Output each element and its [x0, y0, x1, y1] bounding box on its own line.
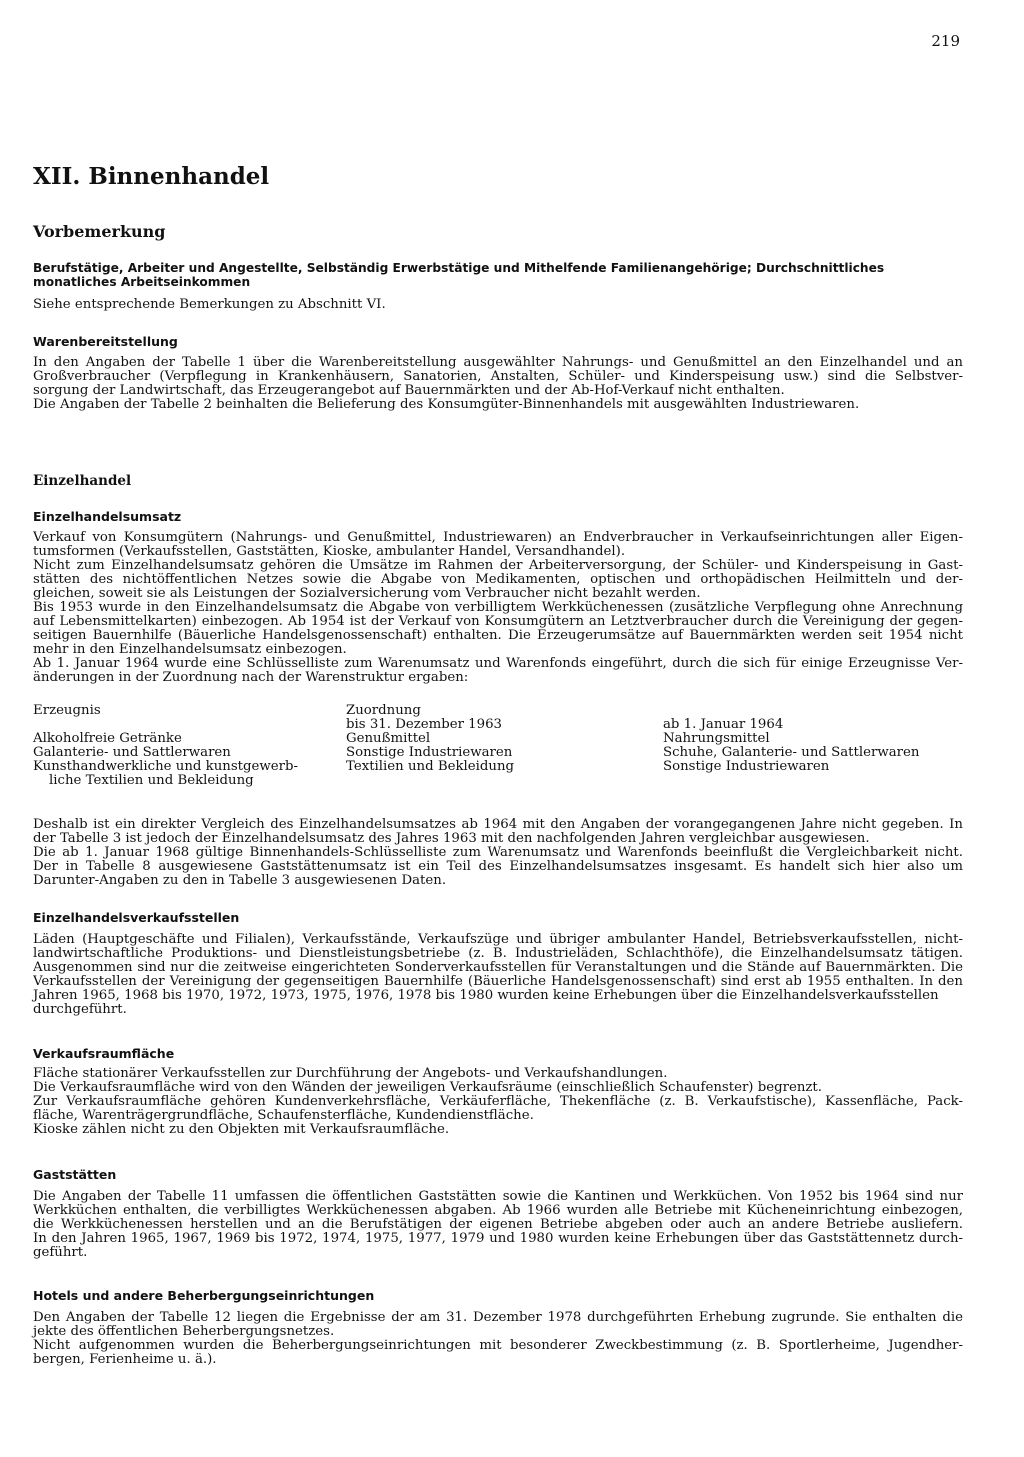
text-line: Verkauf von Konsumgütern (Nahrungs- und Genußmittel, Industriewaren) an Endverbraucher in Verkaufseinrichtungen aller Eigen- [33, 531, 963, 545]
text-line: Ausgenommen sind nur die zeitweise eingerichteten Sonderverkaufsstellen für Veranstaltungen und die Stände auf Bauernmärkten. Die [33, 961, 963, 975]
text-line: stätten des nichtöffentlichen Netzes sowie die Abgabe von Medikamenten, optischen und orthopädischen Heilmitteln und der- [33, 573, 963, 587]
text-line: der Tabelle 3 ist jedoch der Einzelhandelsumsatz des Jahres 1963 mit den nachfolgenden Jahren vergleichbar ausgewiesen. [33, 831, 870, 846]
table-cell: Schuhe, Galanterie- und Sattlerwaren [663, 745, 920, 760]
text-line: Die Angaben der Tabelle 2 beinhalten die Belieferung des Konsumgüter-Binnenhandels mit ausgewählten Industriewaren. [33, 397, 860, 412]
text-line: Die Verkaufsraumfläche wird von den Wänden der jeweiligen Verkaufsräume (einschließlich Schaufenster) begrenzt. [33, 1080, 822, 1095]
text-line: tumsformen (Verkaufsstellen, Gaststätten, Kioske, ambulanter Handel, Versandhandel). [33, 544, 626, 559]
section-title-vorbemerkung: Vorbemerkung [33, 222, 166, 241]
heading-einzelhandelsverkaufsstellen: Einzelhandelsverkaufsstellen [33, 910, 240, 925]
text-line: Nicht aufgenommen wurden die Beherbergungseinrichtungen mit besonderer Zweckbestimmung (z. B. Sportlerheime, Jugendher- [33, 1339, 963, 1353]
table-spacer [33, 718, 298, 732]
text-line: Siehe entsprechende Bemerkungen zu Abschnitt VI. [33, 297, 386, 312]
chapter-title: XII. Binnenhandel [33, 163, 270, 190]
text-line: Werkküchen enthalten, die verbilligtes Werkküchenessen abgaben. Ab 1966 wurden alle Betriebe mit Kücheneinrichtung einbezogen, [33, 1204, 963, 1218]
heading-gaststaetten: Gaststätten [33, 1167, 117, 1182]
paragraph-verkaufsraumflaeche [33, 1067, 963, 1137]
table-cell: Genußmittel [346, 731, 431, 746]
paragraph-hotels [33, 1311, 963, 1367]
text-line: Die ab 1. Januar 1968 gültige Binnenhandels-Schlüsselliste zum Warenumsatz und Warenfonds beeinflußt die Vergleichbarkeit nicht. [33, 846, 963, 860]
text-line: Den Angaben der Tabelle 12 liegen die Ergebnisse der am 31. Dezember 1978 durchgeführten Erhebung zugrunde. Sie enthalten die [33, 1311, 963, 1325]
paragraph-warenbereitstellung [33, 356, 963, 412]
table-column-ab-1964 [663, 718, 919, 774]
page-number: 219 [931, 32, 960, 50]
text-line: änderungen in der Zuordnung nach der Warenstruktur ergaben: [33, 670, 469, 685]
text-line: Darunter-Angaben zu den in Tabelle 3 ausgewiesenen Daten. [33, 873, 447, 888]
table-cell: Kunsthandwerkliche und kunstgewerb- [33, 759, 298, 774]
text-line: Verkaufsstellen der Vereinigung der gegenseitigen Bauernhilfe (Bäuerliche Handelsgenossenschaft) sind erst ab 1955 enthalten. In den [33, 975, 963, 989]
text-line: Zur Verkaufsraumfläche gehören Kundenverkehrsfläche, Verkäuferfläche, Thekenfläche (z. B. Verkaufstische), Kassenfläche, Pack- [33, 1095, 963, 1109]
table-cell: Textilien und Bekleidung [346, 759, 515, 774]
text-line: Fläche stationärer Verkaufsstellen zur Durchführung der Angebots- und Verkaufshandlungen. [33, 1066, 668, 1081]
heading-einzelhandelsumsatz: Einzelhandelsumsatz [33, 509, 182, 524]
table-cell: Sonstige Industriewaren [663, 759, 830, 774]
paragraph-vergleichbarkeit [33, 818, 963, 888]
table-column-bis-1963 [346, 704, 514, 774]
table-cell: Alkoholfreie Getränke [33, 731, 182, 746]
paragraph-einzelhandelsverkaufsstellen [33, 933, 963, 1017]
text-line: In den Jahren 1965, 1967, 1969 bis 1972, 1974, 1975, 1977, 1979 und 1980 wurden keine Erhebungen über das Gaststättennetz durch- [33, 1232, 963, 1246]
text-line: Ab 1. Januar 1964 wurde eine Schlüsselliste zum Warenumsatz und Warenfonds eingeführt, durch die sich für einige Erzeugnisse Ver- [33, 657, 963, 671]
table-cell: Sonstige Industriewaren [346, 745, 513, 760]
table-header-ab-1964: ab 1. Januar 1964 [663, 717, 784, 732]
text-line: Die Angaben der Tabelle 11 umfassen die öffentlichen Gaststätten sowie die Kantinen und Werkküchen. Von 1952 bis 1964 sind nur [33, 1190, 963, 1204]
text-line: die Werkküchenessen herstellen und an die Berufstätigen der eigenen Betriebe abgeben oder auch an andere Betriebe ausliefern. [33, 1218, 963, 1232]
text-line: mehr in den Einzelhandelsumsatz einbezogen. [33, 642, 347, 657]
text-line: fläche, Warenträgergrundfläche, Schaufensterfläche, Kundendienstfläche. [33, 1108, 534, 1123]
table-column-erzeugnis [33, 704, 298, 788]
text-line: Großverbraucher (Verpflegung in Krankenhäusern, Sanatorien, Anstalten, Schüler- und Kinderspeisung usw.) sind die Selbstver- [33, 370, 963, 384]
text-line: landwirtschaftliche Produktions- und Dienstleistungsbetriebe (z. B. Industrieläden, Schlachthöfe), die Einzelhandelsumsatz tätigen. [33, 947, 963, 961]
text-line: auf Lebensmittelkarten) einbezogen. Ab 1954 ist der Verkauf von Konsumgütern an Letztverbraucher durch die Vereinigung der gegen- [33, 615, 963, 629]
text-line: jekte des öffentlichen Beherbergungsnetzes. [33, 1324, 335, 1339]
heading-verkaufsraumflaeche: Verkaufsraumfläche [33, 1046, 175, 1061]
table-cell: Nahrungsmittel [663, 731, 770, 746]
text-line: Deshalb ist ein direkter Vergleich des Einzelhandelsumsatzes ab 1964 mit den Angaben der vorangegangenen Jahre nicht gegeben. In [33, 818, 963, 832]
text-line: Nicht zum Einzelhandelsumsatz gehören die Umsätze im Rahmen der Arbeiterversorgung, der Schüler- und Kinderspeisung in Gast- [33, 559, 963, 573]
table-header-bis-1963: bis 31. Dezember 1963 [346, 717, 503, 732]
vorbemerkung-text [33, 298, 963, 312]
table-cell: liche Textilien und Bekleidung [49, 773, 254, 788]
heading-hotels: Hotels und andere Beherbergungseinrichtungen [33, 1288, 375, 1303]
text-line: bergen, Ferienheime u. ä.). [33, 1352, 217, 1367]
text-line: durchgeführt. [33, 1002, 127, 1017]
table-header-erzeugnis: Erzeugnis [33, 703, 101, 718]
text-line: Läden (Hauptgeschäfte und Filialen), Verkaufsstände, Verkaufszüge und übriger ambulanter Handel, Betriebsverkaufsstellen, nicht- [33, 933, 963, 947]
text-line: seitigen Bauernhilfe (Bäuerliche Handelsgenossenschaft) enthalten. Die Erzeugerumsätze auf Bauernmärkten werden seit 1954 nicht [33, 629, 963, 643]
vorbemerkung-subtitle: Berufstätige, Arbeiter und Angestellte, Selbständig Erwerbstätige und Mithelfende Familienangehörige; Durchschnittliches monatliches Arbeitseinkommen [33, 261, 885, 289]
text-line: gleichen, soweit sie als Leistungen der Sozialversicherung vom Verbraucher nicht bezahlt werden. [33, 586, 701, 601]
heading-einzelhandel: Einzelhandel [33, 473, 132, 489]
text-line: Bis 1953 wurde in den Einzelhandelsumsatz die Abgabe von verbilligtem Werkküchenessen (zusätzliche Verpflegung ohne Anrechnung [33, 601, 963, 615]
table-header-zuordnung: Zuordnung [346, 703, 421, 718]
paragraph-gaststaetten [33, 1190, 963, 1260]
text-line: Der in Tabelle 8 ausgewiesene Gaststättenumsatz ist ein Teil des Einzelhandelsumsatzes insgesamt. Es handelt sich hier also um [33, 860, 963, 874]
text-line: geführt. [33, 1245, 88, 1260]
text-line: Kioske zählen nicht zu den Objekten mit Verkaufsraumfläche. [33, 1122, 450, 1137]
paragraph-einzelhandelsumsatz [33, 531, 963, 685]
heading-warenbereitstellung: Warenbereitstellung [33, 334, 178, 349]
text-line: In den Angaben der Tabelle 1 über die Warenbereitstellung ausgewählter Nahrungs- und Genußmittel an den Einzelhandel und an [33, 356, 963, 370]
text-line: Jahren 1965, 1968 bis 1970, 1972, 1973, 1975, 1976, 1978 bis 1980 wurden keine Erhebungen über die Einzelhandelsverkaufsstellen [33, 988, 939, 1003]
table-cell: Galanterie- und Sattlerwaren [33, 745, 231, 760]
text-line: sorgung der Landwirtschaft, das Erzeugerangebot auf Bauernmärkten und der Ab-Hof-Verkauf nicht enthalten. [33, 383, 785, 398]
